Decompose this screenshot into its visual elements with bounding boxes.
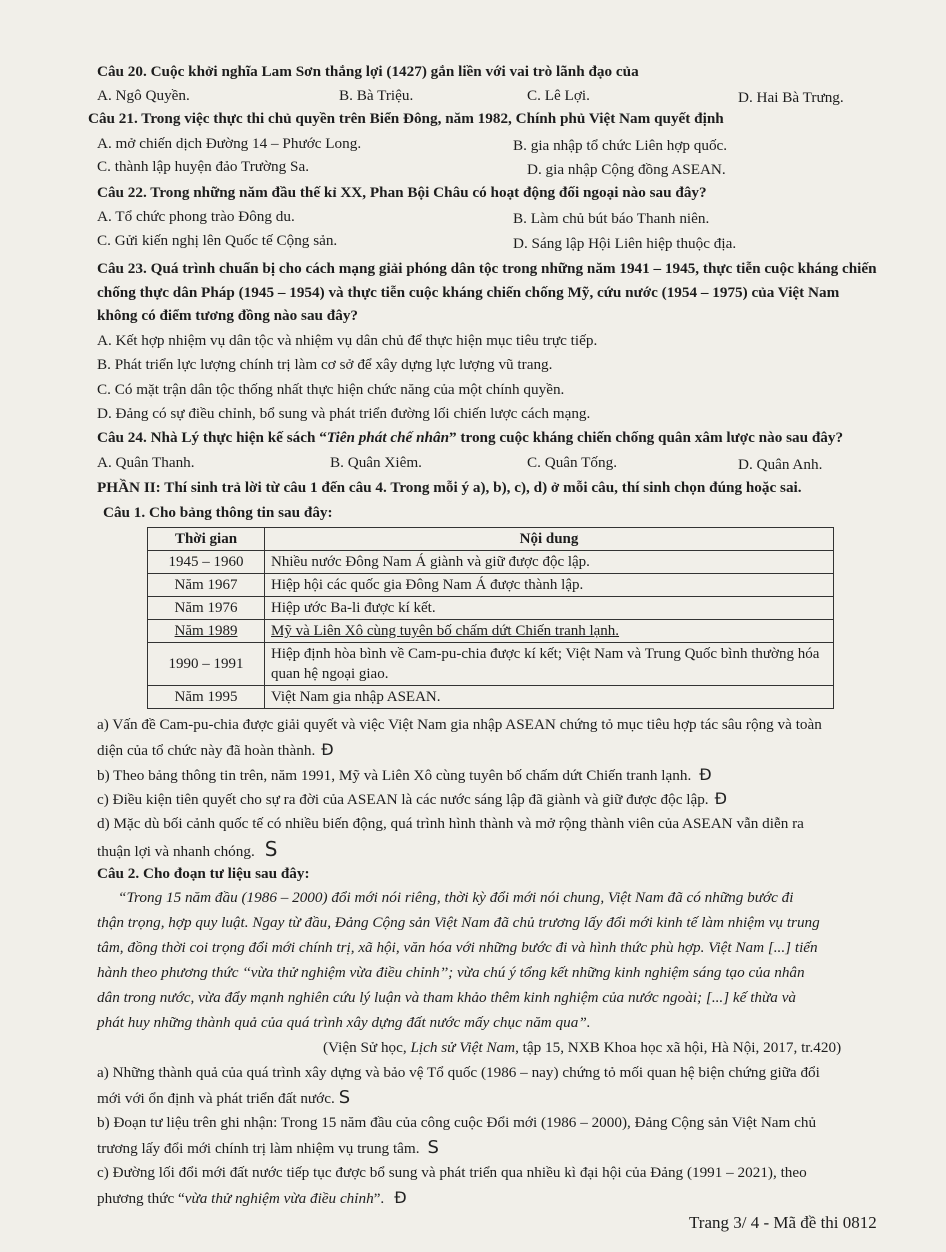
q2-quote-line: “Trong 15 năm đầu (1986 – 2000) đổi mới nói riêng, thời kỳ đổi mới nói chung, Việt Nam đã có những bước đi bbox=[118, 889, 794, 906]
handwritten-answer: S bbox=[264, 837, 278, 861]
q23-stem-line2: chống thực dân Pháp (1945 – 1954) và thực tiễn cuộc kháng chiến chống Mỹ, cứu nước (1954 – 1975) của Việt Nam bbox=[97, 284, 840, 301]
q2-item-b-line1: b) Đoạn tư liệu trên ghi nhận: Trong 15 năm đầu của công cuộc Đổi mới (1986 – 2000), Đảng Cộng sản Việt Nam chủ bbox=[97, 1114, 817, 1131]
q2-item-a-text: mới với ổn định và phát triển đất nước. bbox=[97, 1090, 335, 1107]
q2-quote-line: tâm, đồng thời coi trọng đổi mới chính trị, xã hội, văn hóa với những bước đi và hình thức phù hợp. Việt Nam [...] tiến bbox=[97, 939, 818, 956]
q1-item-c-text: c) Điều kiện tiên quyết cho sự ra đời của ASEAN là các nước sáng lập đã giành và giữ được độc lập. bbox=[97, 791, 709, 808]
q23-option-d: D. Đảng có sự điều chỉnh, bổ sung và phát triển đường lối chiến lược cách mạng. bbox=[97, 405, 591, 422]
q21-stem: Câu 21. Trong việc thực thi chủ quyền trên Biển Đông, năm 1982, Chính phủ Việt Nam quyết định bbox=[88, 110, 724, 127]
q1-item-d-line2 bbox=[97, 839, 277, 862]
q24-stem-post: ” trong cuộc kháng chiến chống quân xâm lược nào sau đây? bbox=[449, 429, 844, 446]
table-cell-time: Năm 1967 bbox=[148, 574, 265, 597]
q1-item-c bbox=[97, 789, 727, 810]
q24-option-a: A. Quân Thanh. bbox=[97, 454, 195, 471]
q2-source bbox=[323, 1038, 841, 1058]
info-table bbox=[147, 527, 834, 709]
table-header-content: Nội dung bbox=[265, 528, 834, 551]
q20-option-b: B. Bà Triệu. bbox=[339, 87, 414, 104]
handwritten-answer: Đ bbox=[714, 789, 728, 808]
q23-option-b: B. Phát triển lực lượng chính trị làm cơ sở để xây dựng lực lượng vũ trang. bbox=[97, 356, 553, 373]
table-row bbox=[148, 551, 834, 574]
table-row bbox=[148, 686, 834, 709]
table-cell-content: Hiệp ước Ba-li được kí kết. bbox=[265, 597, 834, 620]
handwritten-answer: S bbox=[338, 1087, 351, 1108]
q23-stem-line1: Câu 23. Quá trình chuẩn bị cho cách mạng giải phóng dân tộc trong những năm 1941 – 1945, thực tiễn cuộc kháng chiến bbox=[97, 260, 877, 277]
q24-option-d: D. Quân Anh. bbox=[738, 456, 823, 473]
q21-option-a: A. mở chiến dịch Đường 14 – Phước Long. bbox=[97, 135, 362, 152]
q22-option-c: C. Gửi kiến nghị lên Quốc tế Cộng sản. bbox=[97, 232, 338, 249]
table-row bbox=[148, 574, 834, 597]
q22-option-d: D. Sáng lập Hội Liên hiệp thuộc địa. bbox=[513, 235, 737, 252]
q24-stem-italic: Tiên phát chế nhân bbox=[326, 429, 450, 446]
q21-option-c: C. thành lập huyện đảo Trường Sa. bbox=[97, 158, 310, 175]
q1-item-a-text: diện của tổ chức này đã hoàn thành. bbox=[97, 742, 316, 759]
q2-stem: Câu 2. Cho đoạn tư liệu sau đây: bbox=[97, 865, 310, 882]
table-cell-content: Việt Nam gia nhập ASEAN. bbox=[265, 686, 834, 709]
q1-item-b bbox=[97, 765, 712, 786]
handwritten-answer: Đ bbox=[321, 740, 334, 759]
q24-stem bbox=[97, 428, 843, 448]
table-header-row bbox=[148, 528, 834, 551]
q20-option-a: A. Ngô Quyền. bbox=[97, 87, 190, 104]
table-cell-time: 1990 – 1991 bbox=[148, 643, 265, 686]
q2-item-c-line1: c) Đường lối đổi mới đất nước tiếp tục được bổ sung và phát triển qua nhiều kì đại hội của Đảng (1991 – 2021), theo bbox=[97, 1164, 807, 1181]
table-cell-content: Nhiều nước Đông Nam Á giành và giữ được độc lập. bbox=[265, 551, 834, 574]
q20-stem: Câu 20. Cuộc khởi nghĩa Lam Sơn thắng lợi (1427) gắn liền với vai trò lãnh đạo của bbox=[97, 63, 639, 80]
q23-option-a: A. Kết hợp nhiệm vụ dân tộc và nhiệm vụ dân chủ để thực hiện mục tiêu trực tiếp. bbox=[97, 332, 598, 349]
q2-item-a-line1: a) Những thành quả của quá trình xây dựng và bảo vệ Tổ quốc (1986 – nay) chứng tỏ mối quan hệ biện chứng giữa đổi bbox=[97, 1064, 820, 1081]
q23-stem-line3: không có điểm tương đồng nào sau đây? bbox=[97, 307, 359, 324]
q1-item-d-text: thuận lợi và nhanh chóng. bbox=[97, 843, 255, 860]
q2-item-c-line2 bbox=[97, 1188, 407, 1209]
q22-option-b: B. Làm chủ bút báo Thanh niên. bbox=[513, 210, 710, 227]
table-row bbox=[148, 643, 834, 686]
handwritten-answer: S bbox=[427, 1137, 439, 1158]
q20-option-d: D. Hai Bà Trưng. bbox=[738, 89, 844, 106]
page-footer: Trang 3/ 4 - Mã đề thi 0812 bbox=[689, 1213, 877, 1232]
table-header-time: Thời gian bbox=[148, 528, 265, 551]
q2-item-a-line2 bbox=[97, 1088, 350, 1109]
q2-item-b-text: trương lấy đổi mới chính trị làm nhiệm vụ trung tâm. bbox=[97, 1140, 420, 1157]
q24-option-c: C. Quân Tống. bbox=[527, 454, 617, 471]
q24-option-b: B. Quân Xiêm. bbox=[330, 454, 422, 471]
q1-item-a-line1: a) Vấn đề Cam-pu-chia được giải quyết và việc Việt Nam gia nhập ASEAN chứng tỏ mục tiêu hợp tác sâu rộng và toàn bbox=[97, 716, 822, 733]
table-cell-time: 1945 – 1960 bbox=[148, 551, 265, 574]
q2-quote-line: phát huy những thành quả của quá trình xây dựng đất nước mấy chục năm qua”. bbox=[97, 1014, 591, 1031]
q1-item-a-line2 bbox=[97, 740, 334, 761]
q1-item-b-text: b) Theo bảng thông tin trên, năm 1991, Mỹ và Liên Xô cùng tuyên bố chấm dứt Chiến tranh lạnh. bbox=[97, 767, 692, 784]
table-cell-time: Năm 1995 bbox=[148, 686, 265, 709]
q21-option-d: D. gia nhập Cộng đồng ASEAN. bbox=[527, 161, 726, 178]
q2-source-post: , tập 15, NXB Khoa học xã hội, Hà Nội, 2017, tr.420) bbox=[515, 1039, 842, 1056]
q22-option-a: A. Tổ chức phong trào Đông du. bbox=[97, 208, 295, 225]
q23-option-c: C. Có mặt trận dân tộc thống nhất thực hiện chức năng của một chính quyền. bbox=[97, 381, 565, 398]
table-row bbox=[148, 597, 834, 620]
q24-stem-pre: Câu 24. Nhà Lý thực hiện kế sách “ bbox=[97, 429, 327, 446]
q2-item-c-pre: phương thức “ bbox=[97, 1190, 185, 1207]
table-cell-time: Năm 1976 bbox=[148, 597, 265, 620]
handwritten-answer: Đ bbox=[699, 765, 712, 784]
handwritten-answer: Đ bbox=[394, 1188, 407, 1207]
table-row bbox=[148, 620, 834, 643]
q2-item-b-line2 bbox=[97, 1138, 439, 1159]
part2-heading: PHẦN II: Thí sinh trả lời từ câu 1 đến câu 4. Trong mỗi ý a), b), c), d) ở mỗi câu, thí sinh chọn đúng hoặc sai. bbox=[97, 479, 802, 496]
q2-item-c-post: ”. bbox=[373, 1190, 385, 1207]
q1-stem: Câu 1. Cho bảng thông tin sau đây: bbox=[103, 504, 333, 521]
table-cell-content: Hiệp hội các quốc gia Đông Nam Á được thành lập. bbox=[265, 574, 834, 597]
table-cell-content: Mỹ và Liên Xô cùng tuyên bố chấm dứt Chiến tranh lạnh. bbox=[265, 620, 834, 643]
q20-option-c: C. Lê Lợi. bbox=[527, 87, 590, 104]
q2-source-title: Lịch sử Việt Nam bbox=[410, 1039, 516, 1056]
q2-item-c-italic: vừa thử nghiệm vừa điều chỉnh bbox=[184, 1190, 374, 1207]
q2-source-pre: (Viện Sử học, bbox=[323, 1039, 411, 1056]
q21-option-b: B. gia nhập tổ chức Liên hợp quốc. bbox=[513, 137, 728, 154]
q2-quote-line: dân trong nước, vừa đẩy mạnh nghiên cứu lý luận và tham khảo thêm kinh nghiệm của nước ngoài; [...] kế thừa và bbox=[97, 989, 797, 1006]
table-cell-time: Năm 1989 bbox=[148, 620, 265, 643]
q1-item-d-line1: d) Mặc dù bối cảnh quốc tế có nhiều biến động, quá trình hình thành và mở rộng thành viên của ASEAN vẫn diễn ra bbox=[97, 815, 804, 832]
q2-quote-line: thận trọng, hợp quy luật. Ngay từ đầu, Đảng Cộng sản Việt Nam đã chủ trương lấy đổi mới kinh tế làm nhiệm vụ trung bbox=[97, 914, 820, 931]
q22-stem: Câu 22. Trong những năm đầu thế kỉ XX, Phan Bội Châu có hoạt động đối ngoại nào sau đây? bbox=[97, 184, 707, 201]
q2-quote-line: hành theo phương thức ‘‘vừa thử nghiệm vừa điều chỉnh’’; vừa chú ý tổng kết những kinh nghiệm sáng tạo của nhân bbox=[97, 964, 805, 981]
table-cell-content: Hiệp định hòa bình về Cam-pu-chia được kí kết; Việt Nam và Trung Quốc bình thường hóa quan hệ ngoại giao. bbox=[265, 643, 834, 686]
